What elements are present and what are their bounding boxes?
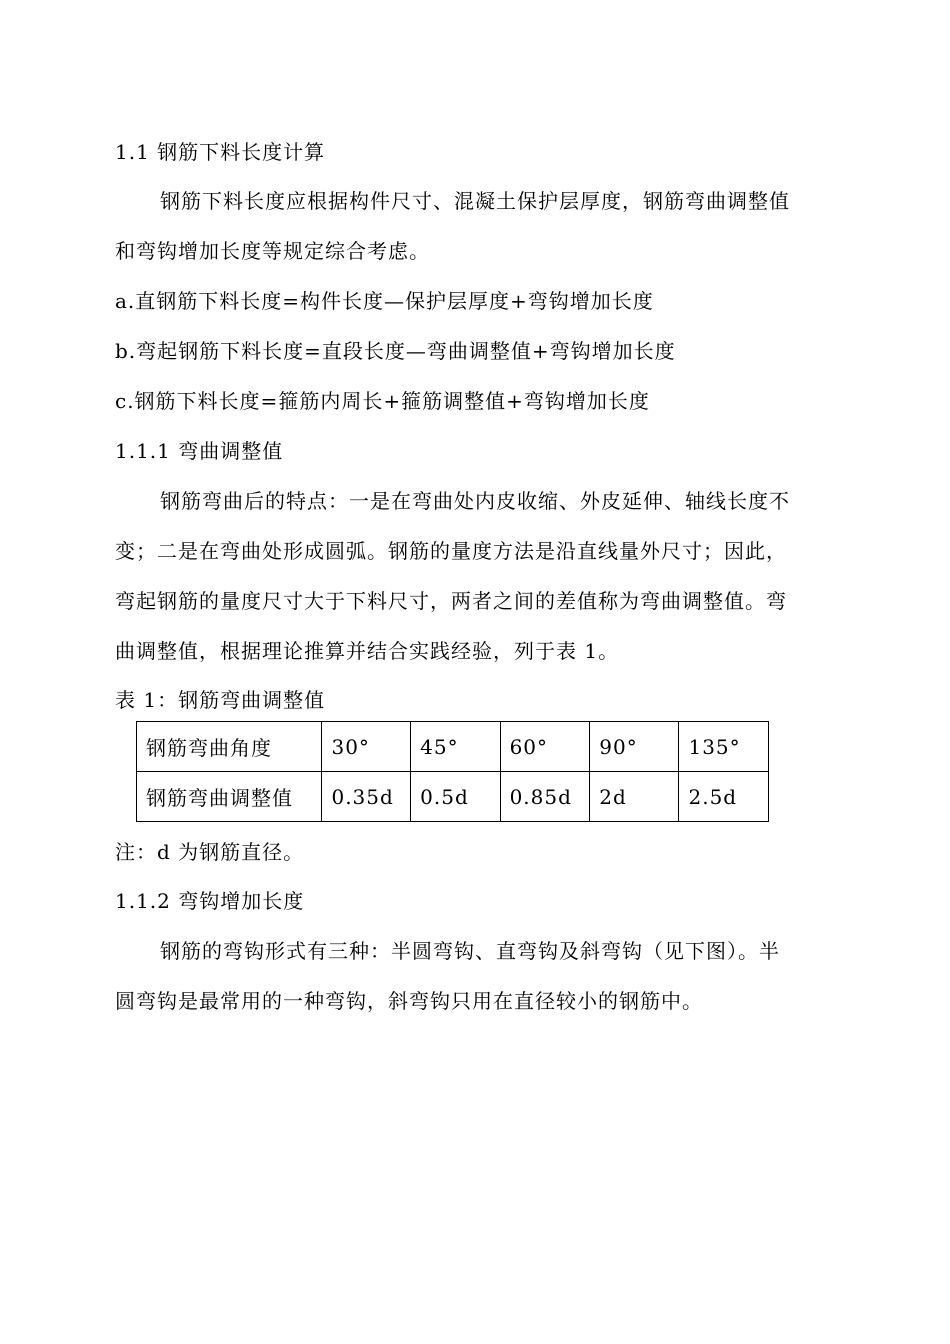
paragraph-line: 弯起钢筋的量度尺寸大于下料尺寸，两者之间的差值称为弯曲调整值。弯 [115,589,787,613]
table-cell: 2d [590,772,679,822]
table-cell: 90° [590,722,679,772]
table-cell: 135° [679,722,769,772]
section-heading-1-1-2: 1.1.2 弯钩增加长度 [115,889,305,913]
list-item-a: a.直钢筋下料长度=构件长度—保护层厚度+弯钩增加长度 [115,289,654,313]
table-cell: 30° [322,722,411,772]
paragraph-line: 圆弯钩是最常用的一种弯钩，斜弯钩只用在直径较小的钢筋中。 [115,989,703,1013]
section-heading-1-1: 1.1 钢筋下料长度计算 [115,140,326,164]
paragraph-line: 曲调整值，根据理论推算并结合实践经验，列于表 1。 [115,639,620,663]
section-heading-1-1-1: 1.1.1 弯曲调整值 [115,439,284,463]
table-cell: 2.5d [679,772,769,822]
bend-adjustment-table [136,721,769,822]
table-note: 注：d 为钢筋直径。 [115,840,305,864]
list-item-b: b.弯起钢筋下料长度=直段长度—弯曲调整值+弯钩增加长度 [115,339,676,363]
table-cell: 钢筋弯曲调整值 [137,772,322,822]
table-caption: 表 1：钢筋弯曲调整值 [115,688,326,712]
table-cell: 钢筋弯曲角度 [137,722,322,772]
paragraph-line: 变；二是在弯曲处形成圆弧。钢筋的量度方法是沿直线量外尺寸；因此， [115,539,787,563]
list-item-c: c.钢筋下料长度=箍筋内周长+箍筋调整值+弯钩增加长度 [115,389,650,413]
table-cell: 0.5d [411,772,500,822]
table-cell: 0.35d [322,772,411,822]
table-row [137,772,769,822]
paragraph-line: 钢筋弯曲后的特点：一是在弯曲处内皮收缩、外皮延伸、轴线长度不 [160,489,790,513]
table-cell: 45° [411,722,500,772]
paragraph-line: 和弯钩增加长度等规定综合考虑。 [115,239,430,263]
paragraph-line: 钢筋的弯钩形式有三种：半圆弯钩、直弯钩及斜弯钩（见下图）。半 [160,939,780,963]
table-row [137,722,769,772]
table-cell: 60° [500,722,590,772]
paragraph-line: 钢筋下料长度应根据构件尺寸、混凝土保护层厚度，钢筋弯曲调整值 [160,189,790,213]
table-cell: 0.85d [500,772,590,822]
